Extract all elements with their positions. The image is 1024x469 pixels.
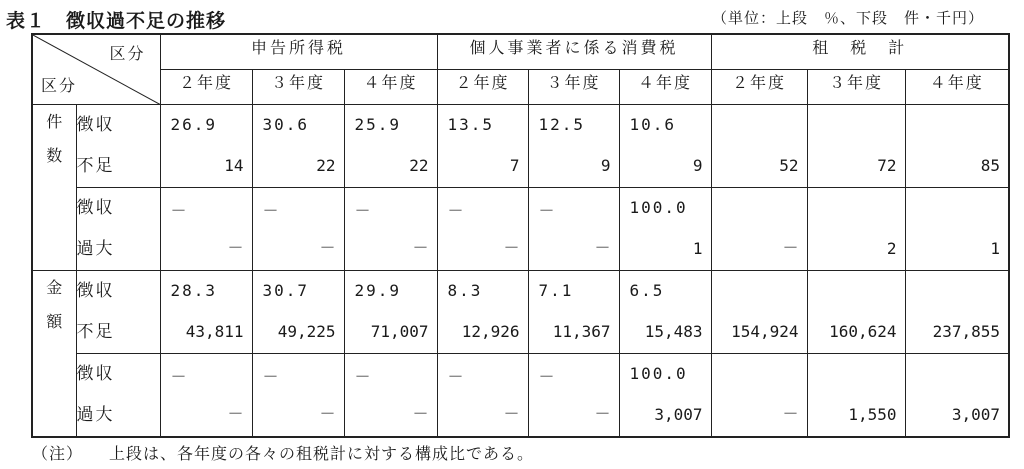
table-row [32, 105, 1009, 188]
corner-label-top: 区分 [109, 44, 146, 63]
year-header: ３年度 [252, 70, 344, 105]
value-cell [437, 271, 528, 354]
corner-cell [32, 34, 160, 105]
ratio-value: 30.6 [262, 115, 310, 134]
value-cell [619, 354, 711, 438]
year-header: ２年度 [437, 70, 528, 105]
group-header: 個人事業者に係る消費税 [437, 34, 711, 70]
value-cell [619, 105, 711, 188]
amount-value: 12,926 [461, 322, 520, 341]
ratio-value: 7.1 [538, 281, 574, 300]
row-label-line: 徴収 [76, 281, 115, 301]
value-cell [160, 271, 252, 354]
table-row [32, 188, 1009, 271]
value-cell [252, 188, 344, 271]
row-label-line: 過大 [76, 239, 115, 259]
value-cell [160, 354, 252, 438]
amount-value: － [503, 404, 520, 423]
ratio-value: 28.3 [170, 281, 218, 300]
amount-value: － [319, 404, 336, 423]
value-cell [807, 271, 905, 354]
amount-value: 160,624 [829, 322, 897, 341]
year-header: ４年度 [905, 70, 1009, 105]
value-cell [252, 105, 344, 188]
value-cell [344, 271, 437, 354]
value-cell [528, 354, 619, 438]
ratio-value: 25.9 [354, 115, 402, 134]
amount-value: 72 [877, 156, 897, 175]
value-cell [711, 105, 807, 188]
ratio-value: 12.5 [538, 115, 586, 134]
amount-value: － [594, 404, 611, 423]
amount-value: 22 [409, 156, 429, 175]
value-cell [807, 105, 905, 188]
value-cell [711, 188, 807, 271]
value-cell [344, 188, 437, 271]
amount-value: 85 [980, 156, 1001, 175]
ratio-value: 13.5 [447, 115, 495, 134]
value-cell [905, 105, 1009, 188]
amount-value: 14 [224, 156, 244, 175]
row-label-line: 不足 [76, 322, 115, 342]
value-cell [905, 188, 1009, 271]
ratio-value: 26.9 [170, 115, 218, 134]
footnote [32, 441, 534, 464]
value-cell [252, 354, 344, 438]
amount-value: － [503, 238, 520, 257]
year-header: ４年度 [619, 70, 711, 105]
section-label [32, 105, 76, 271]
ratio-value: － [170, 201, 189, 220]
value-cell [807, 354, 905, 438]
year-header: ２年度 [160, 70, 252, 105]
footnote-text: 上段は、各年度の各々の租税計に対する構成比である。 [109, 444, 535, 463]
amount-value: 43,811 [185, 322, 244, 341]
value-cell [160, 105, 252, 188]
table-title: 表１ 徴収過不足の推移 [6, 10, 227, 32]
ratio-value: 30.7 [262, 281, 310, 300]
row-label-line: 徴収 [76, 364, 115, 384]
amount-value: 49,225 [277, 322, 336, 341]
ratio-value: － [170, 367, 189, 386]
row-label-line: 徴収 [76, 198, 115, 218]
value-cell [711, 271, 807, 354]
section-label-char: 件 [46, 112, 63, 131]
section-label [32, 271, 76, 438]
value-cell [437, 354, 528, 438]
amount-value: 11,367 [552, 322, 611, 341]
value-cell [619, 188, 711, 271]
amount-value: 154,924 [731, 322, 799, 341]
amount-value: － [412, 404, 429, 423]
value-cell [619, 271, 711, 354]
ratio-value: － [354, 201, 373, 220]
ratio-value: － [354, 367, 373, 386]
amount-value: － [782, 238, 799, 257]
section-label-char: 金 [46, 278, 63, 297]
amount-value: 7 [509, 156, 520, 175]
group-header: 租 税 計 [711, 34, 1009, 70]
ratio-value: 10.6 [629, 115, 677, 134]
footnote-tag: （注） [32, 444, 84, 463]
ratio-value: － [538, 201, 557, 220]
row-label-line: 徴収 [76, 115, 115, 135]
row-label [76, 105, 160, 188]
value-cell [344, 105, 437, 188]
year-header: ４年度 [344, 70, 437, 105]
amount-value: 52 [779, 156, 799, 175]
value-cell [437, 105, 528, 188]
ratio-value: － [262, 201, 281, 220]
value-cell [528, 105, 619, 188]
corner-label-bottom: 区分 [41, 76, 78, 95]
value-cell [807, 188, 905, 271]
value-cell [160, 188, 252, 271]
value-cell [528, 271, 619, 354]
amount-value: 1 [692, 239, 703, 258]
year-header: ３年度 [528, 70, 619, 105]
amount-value: 22 [316, 156, 336, 175]
amount-value: － [412, 238, 429, 257]
value-cell [711, 354, 807, 438]
unit-note: （単位：上段 ％、下段 件・千円） [711, 9, 984, 27]
table-row [32, 271, 1009, 354]
value-cell [905, 271, 1009, 354]
value-cell [905, 354, 1009, 438]
table-row [32, 354, 1009, 438]
row-label-line: 不足 [76, 156, 115, 176]
ratio-value: 29.9 [354, 281, 402, 300]
amount-value: 3,007 [654, 405, 703, 424]
ratio-value: 6.5 [629, 281, 665, 300]
amount-value: 3,007 [951, 405, 1001, 424]
amount-value: － [319, 238, 336, 257]
ratio-value: － [447, 367, 466, 386]
data-table [31, 33, 1010, 438]
amount-value: 15,483 [644, 322, 703, 341]
value-cell [437, 188, 528, 271]
row-label [76, 271, 160, 354]
year-header: ３年度 [807, 70, 905, 105]
ratio-value: － [262, 367, 281, 386]
amount-value: 237,855 [932, 322, 1001, 341]
amount-value: 2 [886, 239, 897, 258]
ratio-value: － [447, 201, 466, 220]
section-label-char: 額 [46, 312, 63, 331]
row-label [76, 188, 160, 271]
year-header: ２年度 [711, 70, 807, 105]
amount-value: － [227, 404, 244, 423]
amount-value: 1,550 [848, 405, 897, 424]
amount-value: 1 [990, 239, 1001, 258]
row-label [76, 354, 160, 438]
amount-value: 9 [600, 156, 611, 175]
value-cell [344, 354, 437, 438]
ratio-value: 100.0 [629, 364, 688, 383]
amount-value: 9 [692, 156, 703, 175]
amount-value: 71,007 [370, 322, 429, 341]
section-label-char: 数 [46, 146, 63, 165]
value-cell [252, 271, 344, 354]
amount-value: － [782, 404, 799, 423]
amount-value: － [594, 238, 611, 257]
group-header: 申告所得税 [160, 34, 437, 70]
ratio-value: 100.0 [629, 198, 688, 217]
row-label-line: 過大 [76, 405, 115, 425]
value-cell [528, 188, 619, 271]
amount-value: － [227, 238, 244, 257]
ratio-value: － [538, 367, 557, 386]
ratio-value: 8.3 [447, 281, 483, 300]
